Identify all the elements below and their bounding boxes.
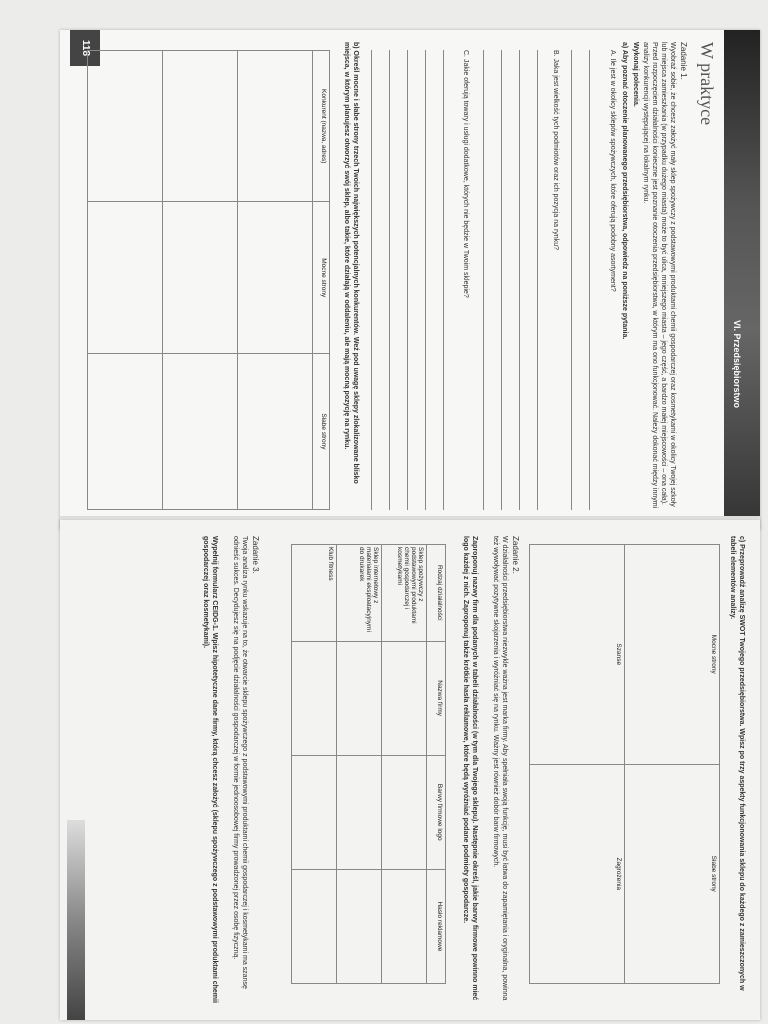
answer-line[interactable] — [371, 50, 372, 510]
answer-line[interactable] — [389, 50, 390, 510]
table-cell[interactable] — [163, 202, 238, 353]
table-cell[interactable] — [163, 51, 238, 202]
table-cell[interactable] — [382, 641, 427, 755]
swot-threats[interactable]: Zagrożenia — [530, 764, 625, 984]
task1-heading: Zadanie 1. — [679, 42, 688, 80]
competitor-table — [87, 50, 330, 510]
page-number: 118 — [70, 30, 100, 66]
table-cell[interactable] — [382, 869, 427, 983]
colors-col-header: Barwy firmowe logo — [427, 755, 446, 869]
answer-line[interactable] — [483, 50, 484, 510]
bottom-page — [60, 520, 760, 1020]
table-cell[interactable] — [163, 353, 238, 509]
brand-table — [291, 544, 446, 984]
strengths-col-header: Mocne strony — [313, 202, 330, 353]
table-cell[interactable] — [292, 755, 337, 869]
question-A: A. Ile jest w okolicy sklepów spożywczych, które oferują podobny asortyment? — [609, 50, 616, 292]
table-cell[interactable] — [238, 202, 313, 353]
activity-cell: Klub fitness — [292, 545, 337, 642]
task2-heading: Zadanie 2. — [511, 536, 520, 574]
chapter-header-text: VI. Przedsiębiorstwo — [732, 320, 742, 409]
name-col-header: Nazwa firmy — [427, 641, 446, 755]
section-title: W praktyce — [697, 42, 717, 126]
table-cell[interactable] — [292, 869, 337, 983]
table-cell[interactable] — [238, 51, 313, 202]
weaknesses-col-header: Słabe strony — [313, 353, 330, 509]
swot-strengths[interactable]: Mocne strony — [625, 545, 720, 765]
question-C: C. Jakie oferują towary i usługi dodatkowe, których nie będzie w Twoim sklepie? — [462, 50, 469, 298]
table-cell[interactable] — [88, 51, 163, 202]
chapter-header-bar — [724, 30, 760, 530]
top-page — [60, 30, 760, 530]
task3-instruction: Wypełnij formularz CEIDG-1. Wpisz hipotetyczne dane firmy, którą chcesz założyć (sklepu spożywczego z podstawowymi produktami chemii gospodarczej oraz kosmetykami). — [202, 536, 218, 1003]
table-cell[interactable] — [238, 353, 313, 509]
table-cell[interactable] — [337, 641, 382, 755]
question-a-label: a) Aby poznać otoczenie planowanego przedsiębiorstwa, odpowiedz na poniższe pytania. — [621, 42, 628, 340]
swot-weaknesses[interactable]: Słabe strony — [625, 764, 720, 984]
task1-instruction: Wykonaj polecenia. — [632, 42, 639, 107]
table-cell[interactable] — [382, 755, 427, 869]
answer-line[interactable] — [537, 50, 538, 510]
footer-decoration — [67, 820, 85, 1020]
swot-table — [529, 544, 720, 984]
answer-line[interactable] — [571, 50, 572, 510]
question-c-label: c) Przeprowadź analizę SWOT Twojego przedsiębiorstwa. Wpisz po trzy aspekty funkcjonowania sklepu do każdego z zamieszczonych w tabeli elementów analizy. — [729, 536, 745, 991]
table-cell[interactable] — [88, 202, 163, 353]
table-cell[interactable] — [337, 755, 382, 869]
question-b-label: b) Określ mocne i słabe strony trzech Twoich największych potencjalnych konkurentów. Weź pod uwagę sklepy zlokalizowane blisko miejsca, w którym planujesz otworzyć swój sklep, albo takie, które działają w oddaleniu, ale mają mocną pozycję na rynku. — [343, 42, 359, 484]
competitor-col-header: Konkurent (nazwa, adres) — [313, 51, 330, 202]
table-cell[interactable] — [292, 641, 337, 755]
answer-line[interactable] — [443, 50, 444, 510]
task1-body: Wyobraź sobie, że chcesz założyć mały sklep spożywczy z podstawowymi produktami chemii gospodarczej oraz kosmetykami w okolicy Twojej szkoły lub miejsca zamieszkania (w przypadku dużego miasta) może to być ulica, mniejszego miasta – jego część, a bardzo małej miejscowości – ona cała). Przed rozpoczęciem działalności konieczne jest poznanie otoczenia przedsiębiorstwa, w którym ma ono funkcjonować. Należy dokonać między innymi analizy konkurencji występującej na lokalnym rynku. — [642, 42, 676, 509]
activity-cell: Sklep internetowy z materiałami eksploatacyjnymi do drukarek — [337, 545, 382, 642]
activity-col-header: Rodzaj działalności — [427, 545, 446, 642]
answer-line[interactable] — [407, 50, 408, 510]
swot-opportunities[interactable]: Szanse — [530, 545, 625, 765]
table-cell[interactable] — [88, 353, 163, 509]
answer-line[interactable] — [501, 50, 502, 510]
task3-heading: Zadanie 3. — [251, 536, 260, 574]
answer-line[interactable] — [519, 50, 520, 510]
task2-instruction: Zaproponuj nazwy firm dla podanych w tabeli działalności (w tym dla Twojego sklepu). Następnie określ, jakie barwy firmowe powinno mieć logo każdej z nich. Zaproponuj także krótkie hasła reklamowe, które będą wyróżniać podane podmioty gospodarcze. — [462, 536, 478, 1001]
activity-cell: Sklep spożywczy z podstawowymi produktami chemii gospodarczej i kosmetykami — [382, 545, 427, 642]
slogan-col-header: Hasło reklamowe — [427, 869, 446, 983]
question-B: B. Jaka jest wielkość tych podmiotów oraz ich pozycja na rynku? — [552, 50, 559, 250]
task3-body: Twoja analiza rynku wskazuje na to, że otwarcie sklepu spożywczego z podstawowymi produktami chemii gospodarczej i kosmetykami ma szansę odnieść sukces. Decydujesz się na podjęcie działalności gospodarczej w formie jednoosobowej firmy prowadzonej przez osobę fizyczną. — [232, 536, 248, 989]
task2-body: W działalności przedsiębiorstwa niezwykle ważna jest marka firmy. Aby spełniała swoją funkcję, musi być łatwa do zapamiętania i oryginalna, powinna też wywoływać pozytywne skojarzenia i wyróżniać się na rynku. Ważny jest również dobór barw firmowych. — [492, 536, 508, 1001]
answer-line[interactable] — [589, 50, 590, 510]
table-cell[interactable] — [337, 869, 382, 983]
answer-line[interactable] — [425, 50, 426, 510]
